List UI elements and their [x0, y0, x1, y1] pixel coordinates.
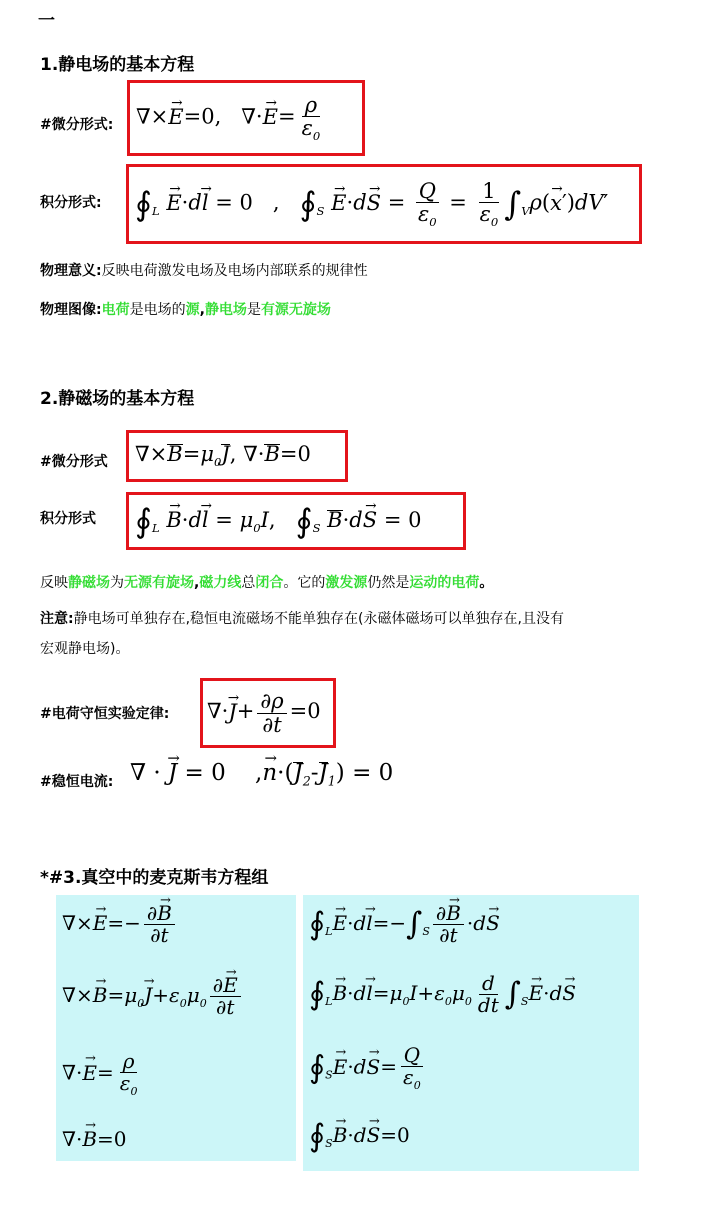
- physical-image: [40, 299, 331, 319]
- section2-diff-label: #微分形式: [40, 454, 108, 470]
- maxwell-differential-panel: [56, 895, 296, 1161]
- steady-current-label: #稳恒电流:: [40, 774, 114, 790]
- top-mark: 一: [38, 11, 55, 31]
- note-text: 静电场可单独存在,稳恒电流磁场不能单独存在(永磁体磁场可以单独存在,且没有: [73, 611, 564, 627]
- image-part: 静电场: [204, 302, 247, 318]
- magnetostatic-integral-equation: $∮_L \to B\cdot d\to l = \mu_0I$, $∮_S$ B·d→ S = 0: [126, 492, 466, 550]
- summary-part: 为: [110, 575, 124, 591]
- maxwell-gauss-magnetic-integral: $∮_S\to B\cdot d\to S=0$: [309, 1121, 410, 1152]
- image-part: 是电场的: [129, 302, 186, 318]
- note: [40, 604, 710, 664]
- image-part: 源: [185, 302, 200, 318]
- maxwell-integral-panel: [303, 895, 639, 1171]
- steady-current-equation: ∇ · → J = 0 ,→ $n\cdot(J_2-J_1) = 0$: [130, 760, 393, 789]
- meaning-label: 物理意义:: [40, 263, 102, 279]
- maxwell-gauss-differential: ∇·→ E= $\frac{\rho}{\varepsilon_0}$: [62, 1051, 143, 1097]
- image-part: 有源无旋场: [260, 302, 331, 318]
- magnetostatic-summary: [40, 572, 493, 592]
- summary-part: 静磁场: [68, 575, 110, 591]
- section1-diff-label: #微分形式:: [40, 117, 114, 133]
- section3-title: *#3.真空中的麦克斯韦方程组: [40, 868, 269, 888]
- summary-part: 反映: [40, 575, 68, 591]
- maxwell-ampere-integral: $∮_L\to B\cdot d\to l=\mu_0I+\varepsilon_0\mu_0$ $\frac{d}{dt}$ $\int_S\to E\cdot d\to S$: [309, 973, 576, 1016]
- maxwell-gauss-magnetic-differential: ∇·→ B=0: [62, 1127, 127, 1151]
- charge-conservation-equation: ∇·→ J+ $\frac{\partial\rho}{\partial t}$ =0: [200, 678, 336, 748]
- maxwell-faraday-integral: $∮_L\to E\cdot d\to l=-\int_S$ $\frac{\partial\to B}{\partial t}$ ·d→ S: [309, 903, 500, 946]
- summary-part: ,: [194, 575, 200, 591]
- physical-meaning: [40, 260, 368, 280]
- meaning-text: 反映电荷激发电场及电场内部联系的规律性: [101, 263, 368, 279]
- summary-part: 无源有旋场: [124, 575, 194, 591]
- maxwell-faraday-differential: ∇×→ E=− $\frac{\partial\to B}{\partial t}$: [62, 903, 178, 946]
- section2-int-label: 积分形式: [40, 511, 96, 527]
- image-label: 物理图像:: [40, 302, 102, 318]
- image-part: ,: [199, 302, 205, 318]
- maxwell-gauss-integral: $∮_S\to E\cdot d\to S=$ $\frac{Q}{\varepsilon_0}$: [309, 1045, 427, 1091]
- summary-part: 运动的电荷: [409, 575, 480, 591]
- summary-part: 。: [479, 575, 494, 591]
- section2-title: 2.静磁场的基本方程: [40, 389, 195, 409]
- image-part: 电荷: [101, 302, 130, 318]
- note-label: 注意:: [40, 611, 74, 627]
- summary-part: 磁力线: [199, 575, 242, 591]
- summary-part: 总: [241, 575, 256, 591]
- section1-title: 1.静电场的基本方程: [40, 55, 195, 75]
- electrostatic-differential-equation: ∇×→ E=0, ∇·→ E= $\frac{\rho}{\varepsilon_0}$: [127, 80, 365, 156]
- section1-int-label: 积分形式:: [40, 195, 102, 211]
- summary-part: 。它的: [283, 575, 326, 591]
- image-part: 是: [246, 302, 261, 318]
- note-text: 宏观静电场)。: [40, 641, 130, 657]
- summary-part: 激发源: [325, 575, 368, 591]
- electrostatic-integral-equation: $∮_L \to E\cdot d\to l = 0$ , $∮_S \to E\cdot d\to S$ = $\frac{Q}{\varepsilon_0}$ = $\frac{1}{\varepsilon_0}$ $\int_V\rho(\to x')dV'$: [126, 164, 642, 244]
- summary-part: 闭合: [255, 575, 284, 591]
- charge-conservation-label: #电荷守恒实验定律:: [40, 706, 170, 722]
- summary-part: 仍然是: [367, 575, 410, 591]
- maxwell-ampere-differential: ∇×→ $B=\mu_0\to J+\varepsilon_0\mu_0$ $\frac{\partial\to E}{\partial t}$: [62, 975, 244, 1018]
- magnetostatic-differential-equation: $\nabla\times B=\mu_0J$, ∇·B=0: [126, 430, 348, 482]
